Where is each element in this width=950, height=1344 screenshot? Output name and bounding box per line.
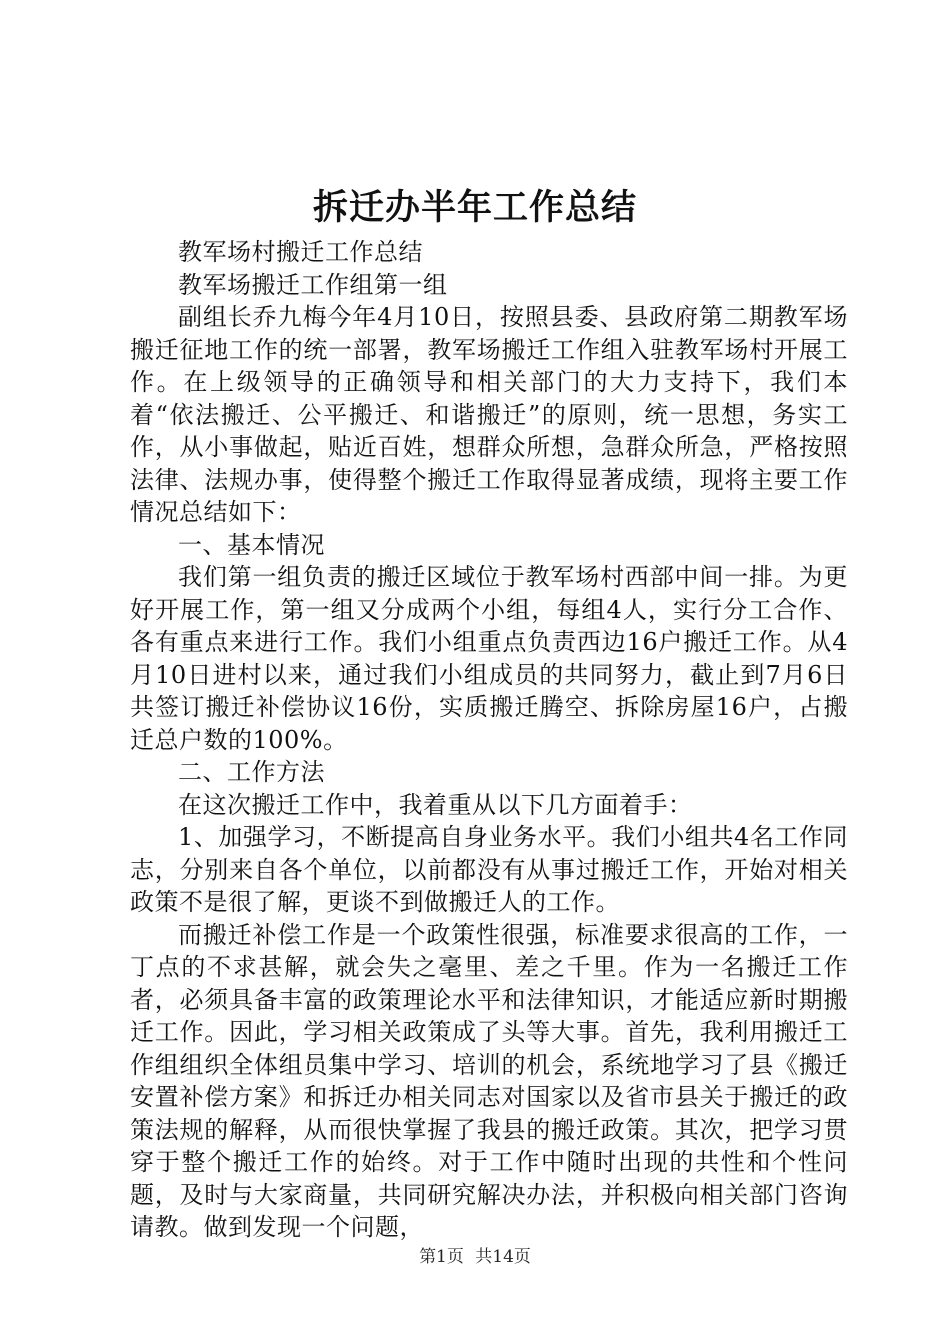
page-number: 第1页 — [419, 1247, 464, 1267]
paragraph: 而搬迁补偿工作是一个政策性很强，标准要求很高的工作，一丁点的不求甚解，就会失之毫里、差之千里。作为一名搬迁工作者，必须具备丰富的政策理论水平和法律知识，才能适应新时期搬迁工作。因此，学习相关政策成了头等大事。首先，我利用搬迁工作组组织全体组员集中学习、培训的机会，系统地学习了县《搬迁安置补偿方案》和拆迁办相关同志对国家以及省市县关于搬迁的政策法规的解释，从而很快掌握了我县的搬迁政策。其次，把学习贯穿于整个搬迁工作的始终。对于工作中随时出现的共性和个性问题，及时与大家商量，共同研究解决办法，并积极向相关部门咨询请教。做到发现一个问题， — [130, 920, 848, 1241]
paragraph: 在这次搬迁工作中，我着重从以下几方面着手： — [178, 790, 693, 819]
paragraph: 副组长乔九梅今年4月10日，按照县委、县政府第二期教军场搬迁征地工作的统一部署，教军场搬迁工作组入驻教军场村开展工作。在上级领导的正确领导和相关部门的大力支持下，我们本着“依法搬迁、公平搬迁、和谐搬迁”的原则，统一思想，务实工作，从小事做起，贴近百姓，想群众所想，急群众所急，严格按照法律、法规办事，使得整个搬迁工作取得显著成绩，现将主要工作情况总结如下： — [130, 303, 848, 526]
page-footer — [0, 1246, 950, 1268]
paragraph: 1、加强学习，不断提高自身业务水平。我们小组共4名工作同志，分别来自各个单位，以前都没有从事过搬迁工作，开始对相关政策不是很了解，更谈不到做搬迁人的工作。 — [130, 823, 848, 916]
section-heading: 一、基本情况 — [178, 530, 325, 559]
paragraph: 教军场村搬迁工作总结 — [178, 238, 423, 266]
section-heading: 二、工作方法 — [178, 758, 325, 786]
paragraph: 我们第一组负责的搬迁区域位于教军场村西部中间一排。为更好开展工作，第一组又分成两个小组，每组4人，实行分工合作、各有重点来进行工作。我们小组重点负责西边16户搬迁工作。从4月10日进村以来，通过我们小组成员的共同努力，截止到7月6日共签订搬迁补偿协议16份，实质搬迁腾空、拆除房屋16户，占搬迁总户数的100%。 — [130, 563, 848, 754]
paragraph: 教军场搬迁工作组第一组 — [178, 270, 448, 299]
page-total: 共14页 — [475, 1247, 531, 1267]
document-title: 拆迁办半年工作总结 — [312, 187, 637, 228]
document-body — [130, 236, 848, 1244]
